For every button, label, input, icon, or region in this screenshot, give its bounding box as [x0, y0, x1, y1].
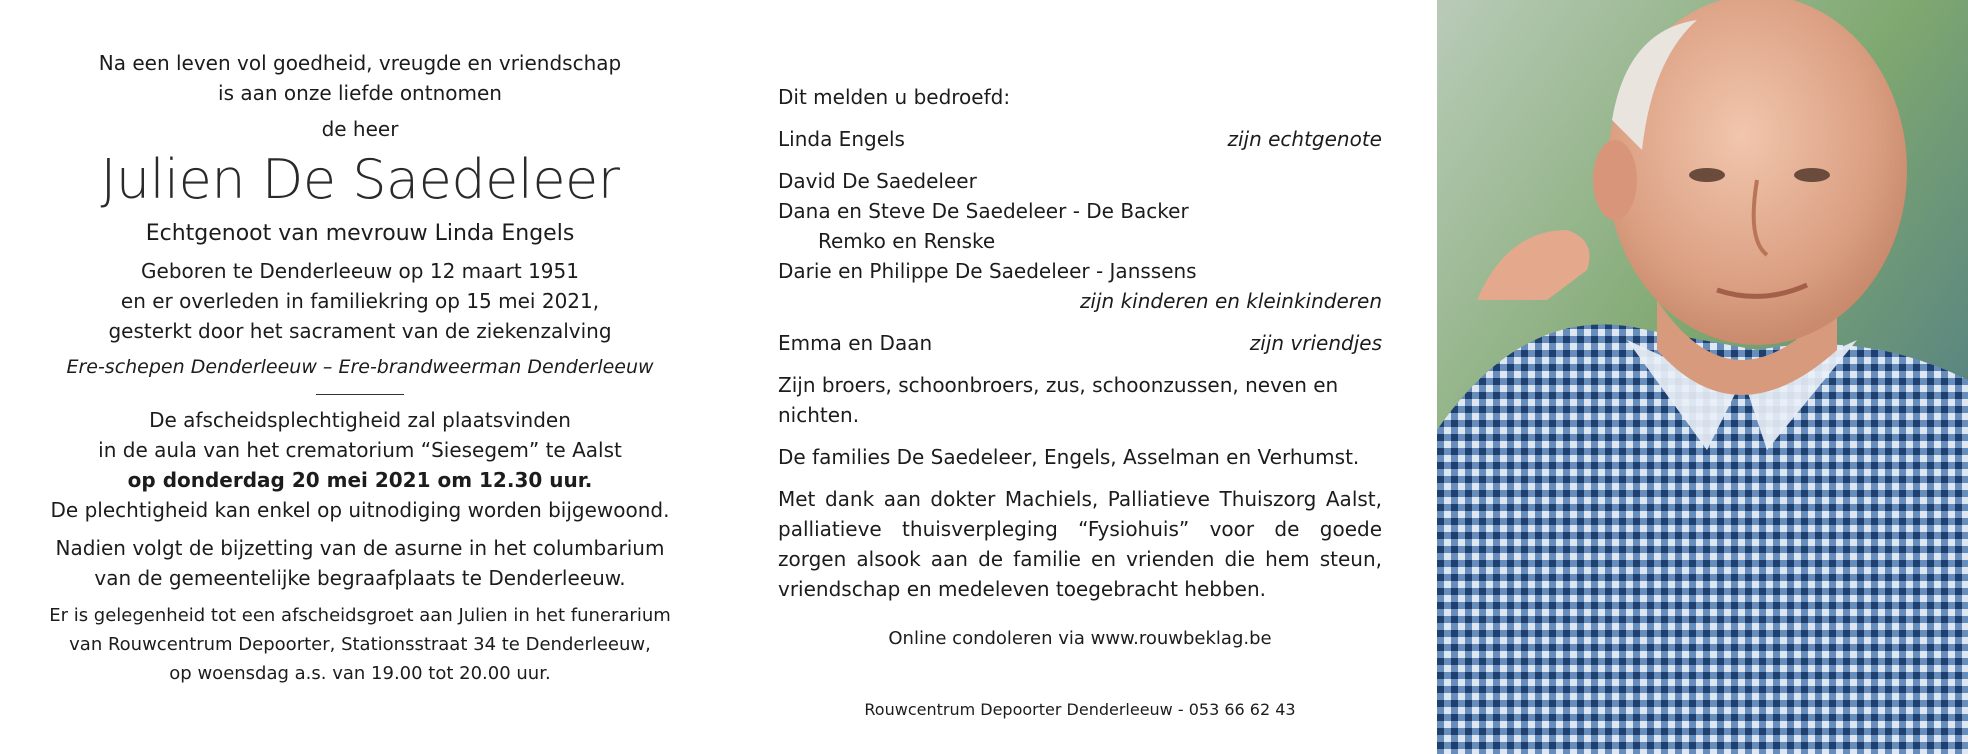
- urn-line-2: van de gemeentelijke begraafplaats te Denderleeuw.: [94, 566, 626, 590]
- intro-line-1: Na een leven vol goedheid, vreugde en vriendschap: [98, 51, 622, 75]
- child-line-2: Dana en Steve De Saedeleer - De Backer: [778, 199, 1189, 223]
- title-heer: de heer: [321, 117, 399, 141]
- friends-names: Emma en Daan: [778, 331, 933, 355]
- spouse-role: zijn echtgenote: [1227, 127, 1382, 151]
- thanks-paragraph: Met dank aan dokter Machiels, Palliatieve Thuiszorg Aalst, palliatieve thuisverpleging “Fysiohuis” voor de goede zorgen alsook aan de familie en vrienden die hem steun, vriendschap en medeleven toegebracht hebben.: [778, 487, 1382, 601]
- honorary-titles: Ere-schepen Denderleeuw – Ere-brandweerman Denderleeuw: [66, 356, 654, 378]
- siblings-line: Zijn broers, schoonbroers, zus, schoonzussen, neven en nichten.: [778, 373, 1339, 427]
- obituary-left-column: [40, 48, 680, 688]
- ceremony-date: op donderdag 20 mei 2021 om 12.30 uur.: [127, 468, 593, 492]
- ceremony-line-4: De plechtigheid kan enkel op uitnodiging worden bijgewoond.: [50, 498, 670, 522]
- urn-line-1: Nadien volgt de bijzetting van de asurne in het columbarium: [55, 536, 665, 560]
- online-condolence-line: Online condoleren via www.rouwbeklag.be: [888, 628, 1272, 649]
- spouse-name: Linda Engels: [778, 127, 905, 151]
- children-block: [778, 166, 1382, 316]
- friends-role: zijn vriendjes: [1249, 331, 1382, 355]
- grandchildren-line: Remko en Renske: [818, 229, 996, 253]
- funeral-home-line: Rouwcentrum Depoorter Denderleeuw - 053 66 62 43: [864, 700, 1296, 719]
- families-line: De families De Saedeleer, Engels, Asselman en Verhumst.: [778, 445, 1360, 469]
- announce-line: Dit melden u bedroefd:: [778, 85, 1011, 109]
- visit-line-2: van Rouwcentrum Depoorter, Stationsstraat 34 te Denderleeuw,: [69, 634, 651, 655]
- birth-line-1: Geboren te Denderleeuw op 12 maart 1951: [141, 259, 579, 283]
- birth-line-2: en er overleden in familiekring op 15 mei 2021,: [120, 289, 600, 313]
- birth-line-3: gesterkt door het sacrament van de ziekenzalving: [108, 319, 612, 343]
- obituary-middle-column: [778, 82, 1382, 719]
- spouse-row: [778, 124, 1382, 154]
- ceremony-line-2: in de aula van het crematorium “Siesegem” te Aalst: [98, 438, 622, 462]
- child-line-1: David De Saedeleer: [778, 169, 977, 193]
- friends-row: [778, 328, 1382, 358]
- spouse-line: Echtgenoot van mevrouw Linda Engels: [145, 221, 575, 246]
- children-role: zijn kinderen en kleinkinderen: [1079, 289, 1382, 313]
- portrait-photo-icon: [1437, 0, 1968, 754]
- visit-line-3: op woensdag a.s. van 19.00 tot 20.00 uur.: [169, 663, 551, 684]
- child-line-3: Darie en Philippe De Saedeleer - Janssens: [778, 259, 1197, 283]
- separator-line: [316, 394, 404, 395]
- intro-line-2: is aan onze liefde ontnomen: [218, 81, 502, 105]
- deceased-name: Julien De Saedeleer: [100, 148, 620, 211]
- visit-line-1: Er is gelegenheid tot een afscheidsgroet aan Julien in het funerarium: [49, 605, 671, 626]
- ceremony-line-1: De afscheidsplechtigheid zal plaatsvinden: [149, 408, 571, 432]
